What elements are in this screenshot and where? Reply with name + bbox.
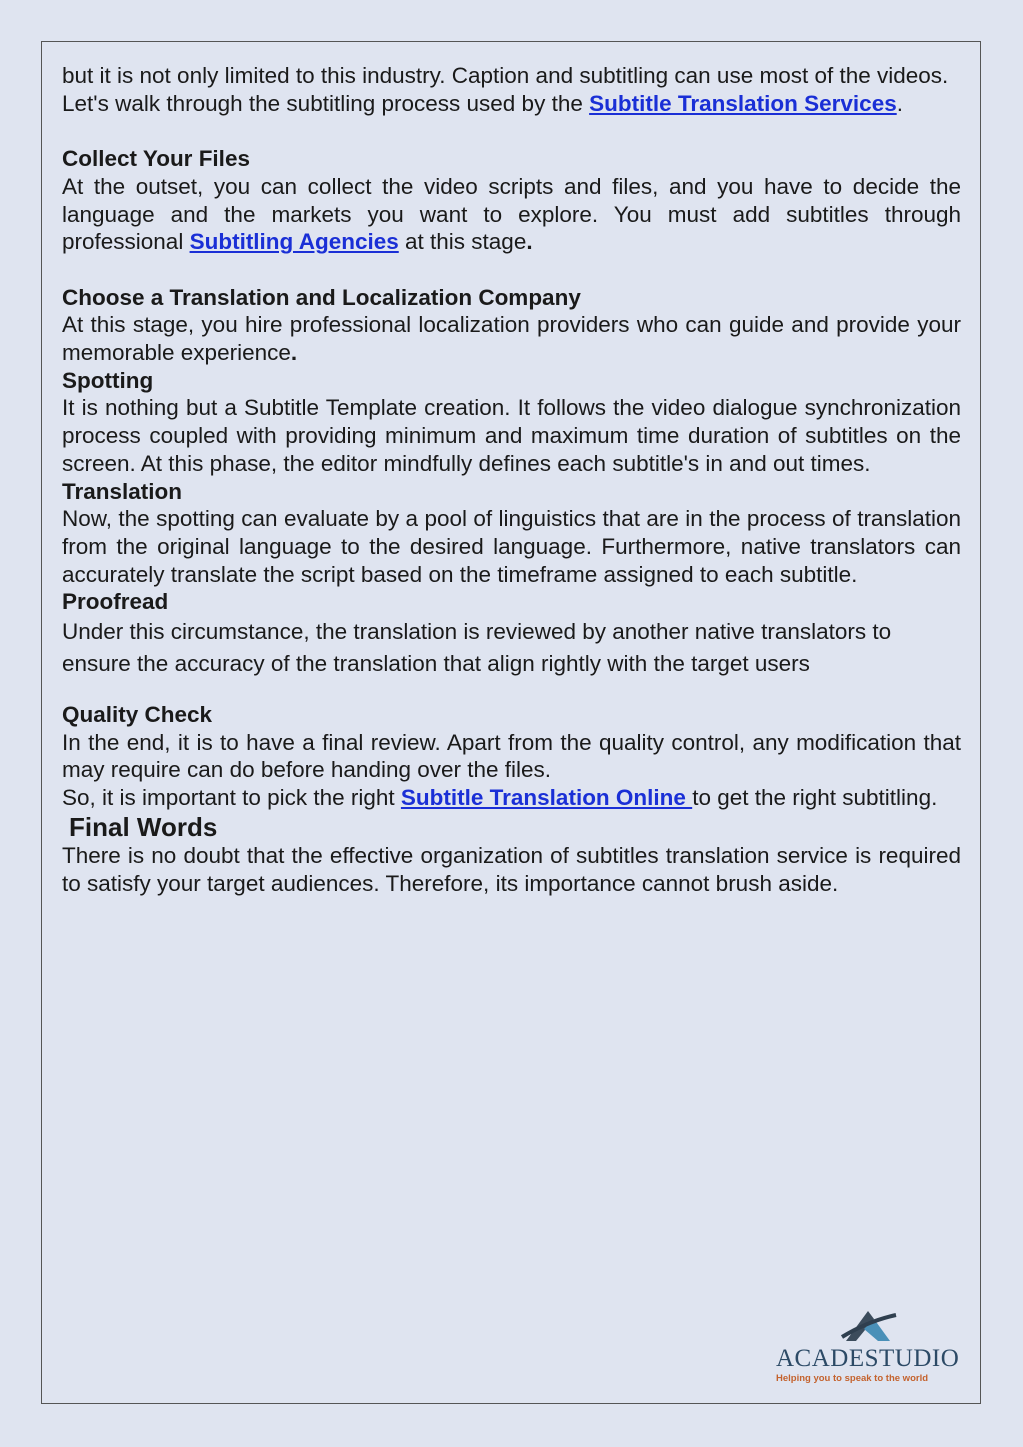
acadestudio-logo bbox=[770, 1303, 966, 1387]
translation-heading: Translation bbox=[62, 478, 183, 504]
logo-name: ACADESTUDIO bbox=[776, 1345, 960, 1372]
spotting-heading: Spotting bbox=[62, 367, 154, 393]
spotting-paragraph: It is nothing but a Subtitle Template creation. It follows the video dialogue synchronization process coupled with providing minimum and maximum time duration of subtitles on the screen. At this phase, the editor mindfully defines each subtitle's in and out times. bbox=[62, 395, 961, 476]
subtitling-agencies-link[interactable]: Subtitling Agencies bbox=[189, 229, 399, 255]
collect-text: At the outset, you can collect the video scripts and files, and you have to decide the language and the markets you want to explore. You must add subtitles through professional bbox=[62, 173, 961, 255]
quality-paragraph: In the end, it is to have a final review. Apart from the quality control, any modification that may require can do before handing over the files. bbox=[62, 729, 961, 783]
collect-heading: Collect Your Files bbox=[62, 146, 250, 172]
collect-period: . bbox=[526, 229, 533, 255]
choose-text: At this stage, you hire professional localization providers who can guide and provide your memorable experience bbox=[62, 312, 961, 365]
intro-text: but it is not only limited to this industry. Caption and subtitling can use most of the videos. bbox=[62, 63, 949, 88]
collect-paragraph bbox=[62, 173, 961, 256]
intro-walk-text: Let's walk through the subtitling process used by the bbox=[62, 90, 590, 116]
quality-pick-end: to get the right subtitling. bbox=[692, 785, 938, 811]
subtitle-translation-services-link[interactable]: Subtitle Translation Services bbox=[589, 90, 897, 116]
logo-mark-icon bbox=[838, 1307, 898, 1347]
quality-heading: Quality Check bbox=[62, 702, 213, 728]
logo-tagline: Helping you to speak to the world bbox=[776, 1373, 929, 1384]
choose-heading: Choose a Translation and Localization Company bbox=[62, 284, 581, 310]
intro-paragraph bbox=[62, 62, 961, 117]
subtitle-translation-online-link[interactable]: Subtitle Translation Online bbox=[400, 785, 693, 811]
final-paragraph: There is no doubt that the effective organization of subtitles translation service is required to satisfy your target audiences. Therefore, its importance cannot brush aside. bbox=[62, 842, 961, 896]
proofread-heading: Proofread bbox=[62, 589, 169, 615]
choose-period: . bbox=[290, 340, 298, 365]
document-body bbox=[62, 62, 961, 897]
final-words-heading: Final Words bbox=[69, 811, 218, 842]
collect-text-end: at this stage bbox=[398, 229, 527, 255]
proofread-paragraph: Under this circumstance, the translation is reviewed by another native translators to ensure the accuracy of the translation that align rightly with the target users bbox=[62, 619, 892, 677]
choose-paragraph bbox=[62, 311, 961, 366]
quality-pick-text: So, it is important to pick the right bbox=[62, 785, 401, 811]
quality-pick-paragraph bbox=[62, 784, 961, 812]
translation-paragraph: Now, the spotting can evaluate by a pool of linguistics that are in the process of translation from the original language to the desired language. Furthermore, native translators can accurately translate the script based on the timeframe assigned to each subtitle. bbox=[62, 506, 961, 587]
intro-period: . bbox=[896, 90, 903, 116]
